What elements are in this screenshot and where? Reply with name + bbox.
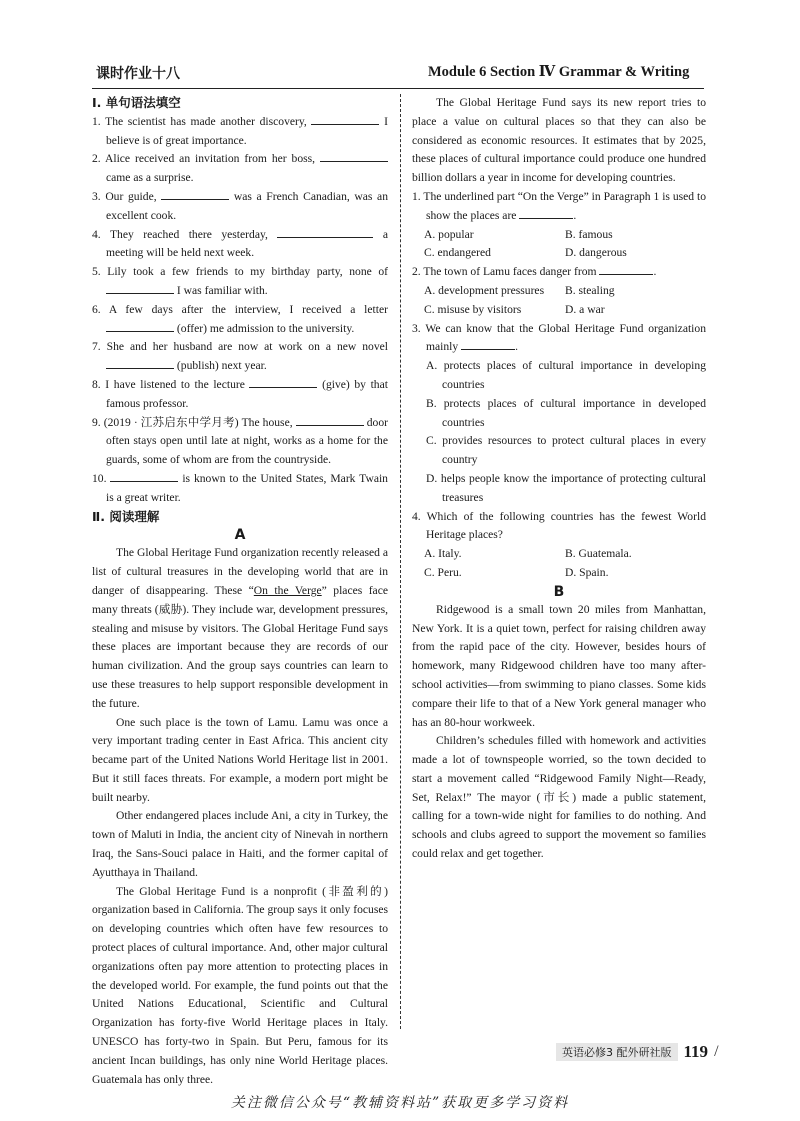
passage-a-label: A (234, 527, 246, 544)
question-1 (412, 188, 706, 263)
grammar-item-2: 2. Alice received an invitation from her boss, came as a surprise. (92, 150, 388, 188)
answer-blank[interactable] (106, 358, 174, 369)
option-c[interactable]: C. misuse by visitors (424, 302, 522, 316)
grammar-item-1: 1. The scientist has made another discovery, I believe is of great importance. (92, 114, 388, 147)
option-d[interactable]: D. Spain. (565, 565, 609, 579)
answer-blank[interactable] (277, 227, 373, 238)
grammar-item-4: 4. They reached there yesterday, a meeting will be held next week. (92, 227, 388, 260)
book-edition-label: 英语必修3 配外研社版 (556, 1043, 678, 1061)
left-column (92, 94, 388, 1089)
grammar-item-3: 3. Our guide, was a French Canadian, was an excellent cook. (92, 189, 388, 222)
question-stem: 2. The town of Lamu faces danger from . (412, 265, 657, 279)
options (412, 226, 706, 264)
grammar-item-10: 10. is known to the United States, Mark Twain is a great writer. (92, 471, 388, 504)
grammar-item-5: 5. Lily took a few friends to my birthday party, none of I was familiar with. (92, 265, 388, 297)
option-c[interactable]: C. provides resources to protect cultural places in every country (426, 434, 706, 467)
question-stem: 4. Which of the following countries has the fewest World Heritage places? (412, 509, 706, 542)
option-d[interactable]: D. dangerous (565, 246, 627, 260)
header-module-title: Module 6 Section Ⅳ Grammar & Writing (428, 64, 690, 80)
question-stem: 1. The underlined part “On the Verge” in Paragraph 1 is used to show the places are . (412, 189, 706, 222)
header-lesson-title: 课时作业十八 (96, 66, 180, 82)
answer-blank[interactable] (106, 321, 174, 332)
question-2 (412, 263, 706, 319)
option-b[interactable]: B. protects places of cultural importance in developed countries (426, 396, 706, 429)
grammar-item-6: 6. A few days after the interview, I received a letter (offer) me admission to the university. (92, 302, 388, 335)
section2-title: Ⅱ. 阅读理解 (92, 508, 160, 524)
grammar-item-9: 9. (2019 · 江苏启东中学月考) The house, door often stays open until late at night, works as a home for the guards, some of whom are from the countryside. (92, 415, 389, 467)
passage-b-paragraph-1: Ridgewood is a small town 20 miles from Manhattan, New York. It is a quiet town, perfect for raising children away from the rapid pace of the city. However, besides hours of homework, many Ridgewood children have too many after-school activities—from swimming to piano classes. Some kids compare their life to that of a New York general manager who has an 80-hour workweek. (412, 602, 706, 729)
answer-blank[interactable] (161, 189, 229, 200)
option-d[interactable]: D. helps people know the importance of protecting cultural treasures (426, 471, 706, 504)
answer-blank[interactable] (110, 471, 178, 482)
question-stem: 3. We can know that the Global Heritage Fund organization mainly . (412, 321, 706, 354)
section1-title: Ⅰ. 单句语法填空 (92, 95, 181, 110)
option-b[interactable]: B. stealing (565, 283, 615, 297)
option-d[interactable]: D. a war (565, 302, 605, 316)
option-c[interactable]: C. Peru. (424, 565, 462, 579)
column-divider (400, 94, 401, 1029)
answer-blank[interactable] (296, 415, 364, 426)
option-c[interactable]: C. endangered (424, 246, 491, 260)
answer-blank[interactable] (311, 114, 379, 125)
option-b[interactable]: B. Guatemala. (565, 547, 632, 561)
page-number: 119 (683, 1042, 709, 1061)
passage-a-paragraph-3: Other endangered places include Ani, a city in Turkey, the town of Maluti in India, the ancient city of Ninevah in northern Iraq, the Sans-Souci palace in Haiti, and the former capital of Ayutthaya in Thailand. (92, 809, 388, 879)
passage-b-paragraph-2: Children’s schedules filled with homework and activities made a lot of townspeople worried, so the town decided to start a movement called “Ridgewood Family Night—Ready, Set, Relax!” The mayor (市长) made a public statement, calling for a town-wide night for families to do nothing. And schools and clubs agreed to support the movement so families could relax and get together. (412, 734, 706, 861)
footer-slash: / (714, 1043, 719, 1060)
answer-blank[interactable] (519, 208, 573, 219)
options (412, 282, 706, 320)
option-a[interactable]: A. Italy. (424, 547, 462, 561)
page-footer (556, 1043, 719, 1061)
option-a[interactable]: A. popular (424, 227, 474, 241)
grammar-item-7: 7. She and her husband are now at work on a new novel (publish) next year. (92, 340, 388, 373)
question-4 (412, 508, 706, 583)
answer-blank[interactable] (320, 151, 388, 162)
passage-a-paragraph-4: The Global Heritage Fund is a nonprofit (非盈利的) organization based in California. The group says it only focuses on developing countries which often have few resources to protect places of cultural importance. And, other major cultural organizations often pay more attention to protecting places in the developed world. For example, the fund points out that the United Nations Educational, Scientific and Cultural Organization has forty-five World Heritage places in Italy. UNESCO has forty-two in Spain. But Peru, famous for its ancient Incan buildings, has only nine World Heritage places. Guatemala has only three. (92, 884, 388, 1086)
passage-a-paragraph-2: One such place is the town of Lamu. Lamu was once a very important trading center in East Africa. This ancient city became part of the United Nations World Heritage list in 2001. But it still faces threats. For example, a modern port might be built nearby. (92, 715, 388, 804)
answer-blank[interactable] (249, 377, 317, 388)
header-rule (92, 88, 704, 89)
answer-blank[interactable] (599, 264, 653, 275)
answer-blank[interactable] (461, 339, 515, 350)
right-column (412, 94, 706, 864)
option-a[interactable]: A. protects places of cultural importance in developing countries (426, 359, 706, 391)
passage-a-paragraph-1: The Global Heritage Fund organization recently released a list of cultural treasures in the developing world that are in danger of disappearing. These “On the Verge” places face many threats (威胁). They include war, development pressures, stealing and misuse by visitors. The Global Heritage Fund says these places are important because they are records of our human civilization. And the group says countries can learn to use these treasures to help support responsible development in the future. (92, 546, 388, 710)
underlined-phrase: On the Verge (253, 583, 322, 597)
bottom-watermark-note: 关注微信公众号“教辅资料站”获取更多学习资料 (230, 1095, 570, 1111)
options (412, 545, 706, 583)
answer-blank[interactable] (106, 283, 174, 294)
question-3 (412, 320, 706, 508)
option-b[interactable]: B. famous (565, 227, 613, 241)
grammar-item-8: 8. I have listened to the lecture (give) by that famous professor. (92, 377, 388, 410)
option-a[interactable]: A. development pressures (424, 283, 545, 297)
passage-a-paragraph-5: The Global Heritage Fund says its new report tries to place a value on cultural places so that they can also be considered as economic resources. It estimates that by 2025, these places of cultural importance could produce one hundred billion dollars a year in income for developing countries. (412, 96, 706, 185)
passage-b-label: B (553, 583, 565, 600)
